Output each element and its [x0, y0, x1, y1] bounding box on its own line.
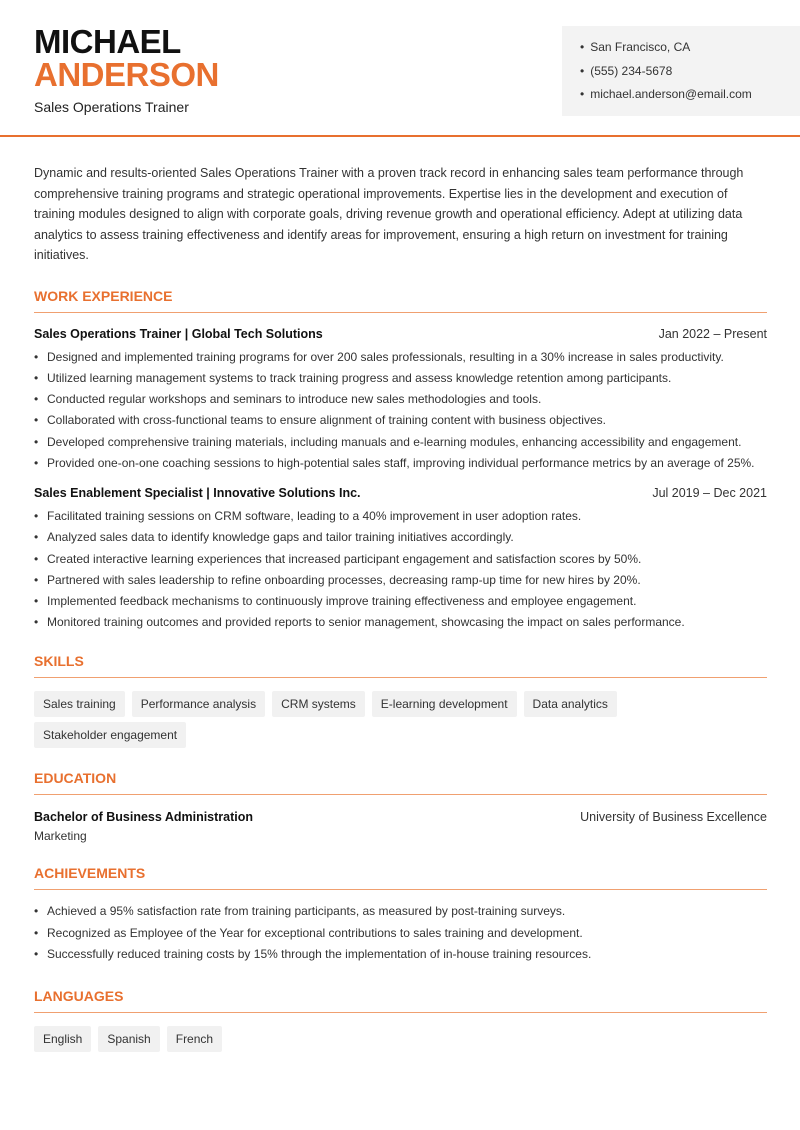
job-role-company: Sales Operations Trainer | Global Tech Solutions [34, 326, 323, 341]
job-bullets [34, 508, 767, 631]
skill-tag: Stakeholder engagement [34, 722, 186, 748]
languages-list [34, 1026, 767, 1052]
section-achievements: ACHIEVEMENTS [34, 865, 767, 890]
skill-tag: Data analytics [524, 691, 617, 717]
job-dates: Jul 2019 – Dec 2021 [652, 485, 767, 500]
language-tag: French [167, 1026, 222, 1052]
job-header [34, 327, 767, 341]
job-header [34, 486, 767, 500]
field-of-study: Marketing [34, 829, 87, 844]
first-name: MICHAEL [34, 23, 181, 60]
list-item: • Successfully reduced training costs by 15% through the implementation of in-house training resources. [34, 946, 767, 963]
skill-tag: Performance analysis [132, 691, 265, 717]
job-dates: Jan 2022 – Present [658, 326, 767, 341]
achievements-list [34, 903, 767, 963]
section-languages: LANGUAGES [34, 988, 767, 1013]
job-role-company: Sales Enablement Specialist | Innovative Solutions Inc. [34, 485, 361, 500]
list-item: • Partnered with sales leadership to refine onboarding processes, decreasing ramp-up time for new hires by 20%. [34, 572, 767, 589]
skill-tag: Sales training [34, 691, 125, 717]
list-item: • Facilitated training sessions on CRM software, leading to a 40% improvement in user adoption rates. [34, 508, 767, 525]
last-name: ANDERSON [34, 56, 219, 93]
list-item: • Analyzed sales data to identify knowledge gaps and tailor training initiatives accordingly. [34, 529, 767, 546]
list-item: • Created interactive learning experiences that increased participant engagement and satisfaction scores by 50%. [34, 551, 767, 568]
list-item: • Utilized learning management systems to track training progress and assess knowledge retention among participants. [34, 370, 767, 387]
section-skills: SKILLS [34, 653, 767, 678]
list-item: • Monitored training outcomes and provided reports to senior management, showcasing the impact on sales performance. [34, 614, 767, 631]
skill-tag: CRM systems [272, 691, 365, 717]
section-education: EDUCATION [34, 770, 767, 795]
job-bullets [34, 349, 767, 472]
section-work-experience: WORK EXPERIENCE [34, 288, 767, 313]
contact-phone: • (555) 234-5678 [580, 63, 800, 87]
job-title: Sales Operations Trainer [34, 99, 189, 115]
degree: Bachelor of Business Administration [34, 810, 254, 825]
list-item: • Developed comprehensive training materials, including manuals and e-learning modules, enhancing accessibility and engagement. [34, 434, 767, 451]
list-item: • Provided one-on-one coaching sessions to high-potential sales staff, improving individual performance metrics by an average of 25%. [34, 455, 767, 472]
school: University of Business Excellence [580, 810, 767, 825]
skill-tag: E-learning development [372, 691, 517, 717]
list-item: • Designed and implemented training programs for over 200 sales professionals, resulting in a 30% increase in sales productivity. [34, 349, 767, 366]
list-item: • Conducted regular workshops and seminars to introduce new sales methodologies and tools. [34, 391, 767, 408]
summary: Dynamic and results-oriented Sales Operations Trainer with a proven track record in enhancing sales team performance through comprehensive training programs and strategic operational improvements. Expertise lies in the development and execution of training modules designed to align with corporate goals, driving revenue growth and operational efficiency. Adept at utilizing data analytics to assess training effectiveness and identify areas for improvement, ensuring a high return on investment for training initiatives. [34, 166, 744, 262]
list-item: • Implemented feedback mechanisms to continuously improve training effectiveness and employee engagement. [34, 593, 767, 610]
list-item: • Collaborated with cross-functional teams to ensure alignment of training content with business objectives. [34, 412, 767, 429]
contact-box [562, 26, 800, 116]
contact-location: • San Francisco, CA [580, 39, 800, 63]
skills-list [34, 691, 767, 748]
list-item: • Achieved a 95% satisfaction rate from training participants, as measured by post-training surveys. [34, 903, 767, 920]
language-tag: Spanish [98, 1026, 159, 1052]
resume-header [0, 0, 800, 137]
language-tag: English [34, 1026, 91, 1052]
list-item: • Recognized as Employee of the Year for exceptional contributions to sales training and development. [34, 925, 767, 942]
contact-email: • michael.anderson@email.com [580, 86, 800, 110]
